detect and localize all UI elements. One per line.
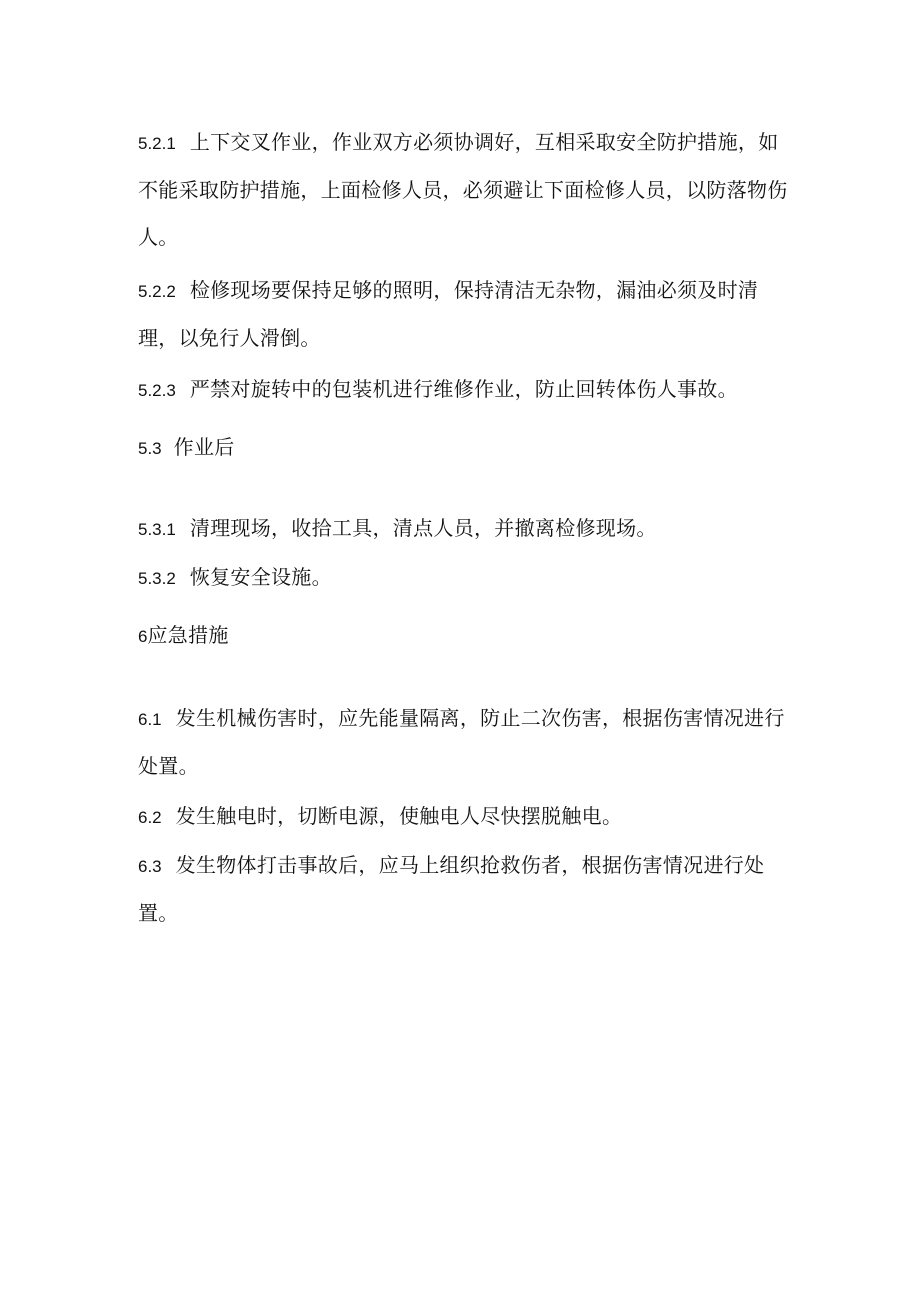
clause-text: 清理现场，收拾工具，清点人员，并撤离检修现场。 (189, 516, 657, 540)
clause-number: 5.3.2 (138, 569, 176, 588)
section-number: 6 (138, 627, 148, 646)
section-title: 应急措施 (147, 623, 229, 647)
clause-5-2-2 (138, 267, 788, 362)
clause-text: 检修现场要保持足够的照明，保持清洁无杂物，漏油必须及时清理，以免行人滑倒。 (138, 278, 759, 350)
clause-6-2 (138, 793, 788, 841)
section-title: 作业后 (173, 435, 235, 459)
clause-5-3-2 (138, 554, 788, 602)
section-heading-5-3 (138, 424, 788, 472)
clause-number: 6.2 (138, 808, 162, 827)
clause-text: 发生物体打击事故后，应马上组织抢救伤者，根据伤害情况进行处置。 (138, 853, 765, 925)
clause-number: 5.2.3 (138, 381, 176, 400)
clause-text: 上下交叉作业，作业双方必须协调好，互相采取安全防护措施，如不能采取防护措施，上面检修人员，必须避让下面检修人员，以防落物伤人。 (138, 130, 788, 249)
section-number: 5.3 (138, 439, 162, 458)
clause-5-2-3 (138, 366, 788, 414)
clause-number: 6.1 (138, 710, 162, 729)
clause-number: 6.3 (138, 857, 162, 876)
clause-text: 发生机械伤害时，应先能量隔离，防止二次伤害，根据伤害情况进行处置。 (138, 706, 785, 778)
section-heading-6 (138, 612, 788, 660)
clause-text: 严禁对旋转中的包装机进行维修作业，防止回转体伤人事故。 (189, 377, 738, 401)
clause-number: 5.2.1 (138, 134, 176, 153)
clause-number: 5.3.1 (138, 520, 176, 539)
clause-5-2-1 (138, 119, 788, 261)
clause-text: 恢复安全设施。 (189, 565, 332, 589)
clause-6-1 (138, 695, 788, 790)
clause-6-3 (138, 842, 788, 937)
clause-number: 5.2.2 (138, 282, 176, 301)
clause-5-3-1 (138, 505, 788, 553)
clause-text: 发生触电时，切断电源，使触电人尽快摆脱触电。 (175, 804, 623, 828)
